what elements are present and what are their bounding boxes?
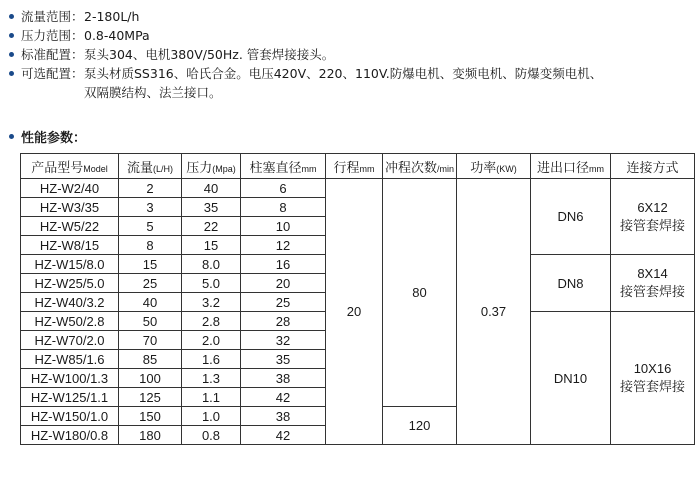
- cell-pressure: 1.1: [182, 388, 241, 407]
- cell-plunger: 6: [241, 179, 326, 198]
- spec-optional-config: [8, 64, 698, 83]
- cell-flow: 40: [119, 293, 182, 312]
- cell-port-dn6: DN6: [531, 179, 611, 255]
- cell-pressure: 5.0: [182, 274, 241, 293]
- header-pressure: 压力(Mpa): [182, 154, 241, 179]
- spec-flow-range: [8, 7, 698, 26]
- spec-value: 2-180L/h: [84, 9, 140, 24]
- cell-model: HZ-W125/1.1: [21, 388, 119, 407]
- cell-pressure: 35: [182, 198, 241, 217]
- cell-plunger: 38: [241, 369, 326, 388]
- cell-plunger: 42: [241, 426, 326, 445]
- header-model: 产品型号Model: [21, 154, 119, 179]
- cell-plunger: 28: [241, 312, 326, 331]
- cell-flow: 100: [119, 369, 182, 388]
- header-plunger: 柱塞直径mm: [241, 154, 326, 179]
- cell-plunger: 20: [241, 274, 326, 293]
- cell-connection-10x16: [611, 312, 695, 445]
- cell-model: HZ-W8/15: [21, 236, 119, 255]
- bullet-icon: [9, 14, 14, 19]
- cell-flow: 180: [119, 426, 182, 445]
- cell-plunger: 12: [241, 236, 326, 255]
- cell-plunger: 42: [241, 388, 326, 407]
- spec-value: 泵头304、电机380V/50Hz. 管套焊接接头。: [84, 47, 335, 62]
- connection-size: 6X12: [637, 199, 668, 215]
- cell-model: HZ-W15/8.0: [21, 255, 119, 274]
- spec-label: 可选配置：: [21, 66, 84, 81]
- cell-plunger: 16: [241, 255, 326, 274]
- spec-optional-config-continuation: 双隔膜结构、法兰接口。: [84, 85, 222, 100]
- performance-table: [20, 153, 695, 445]
- header-power: 功率(KW): [457, 154, 531, 179]
- cell-model: HZ-W100/1.3: [21, 369, 119, 388]
- connection-type: 接管套焊接: [619, 379, 685, 394]
- header-flow: 流量(L/H): [119, 154, 182, 179]
- table-header-row: [21, 154, 695, 179]
- spec-value: 泵头材质SS316、哈氏合金。电压420V、220、110V.防爆电机、变频电机、防爆变频电机、: [84, 66, 603, 81]
- cell-port-dn10: DN10: [531, 312, 611, 445]
- cell-pressure: 2.8: [182, 312, 241, 331]
- cell-flow: 5: [119, 217, 182, 236]
- connection-size: 10X16: [633, 361, 672, 376]
- performance-heading-text: 性能参数：: [21, 131, 87, 146]
- cell-model: HZ-W40/3.2: [21, 293, 119, 312]
- bullet-icon: [9, 33, 14, 38]
- spec-label: 流量范围：: [21, 9, 84, 24]
- spec-list: [8, 7, 698, 102]
- cell-model: HZ-W180/0.8: [21, 426, 119, 445]
- header-stroke: 行程mm: [326, 154, 383, 179]
- table-row: [21, 179, 695, 198]
- cell-model: HZ-W5/22: [21, 217, 119, 236]
- cell-pressure: 0.8: [182, 426, 241, 445]
- cell-pressure: 40: [182, 179, 241, 198]
- cell-flow: 150: [119, 407, 182, 426]
- cell-power: 0.37: [457, 179, 531, 445]
- cell-plunger: 8: [241, 198, 326, 217]
- spec-standard-config: [8, 45, 698, 64]
- cell-model: HZ-W150/1.0: [21, 407, 119, 426]
- cell-pressure: 22: [182, 217, 241, 236]
- header-port: 进出口径mm: [531, 154, 611, 179]
- cell-strokes-per-min: 80: [383, 179, 457, 407]
- performance-heading: [8, 127, 86, 146]
- cell-port-dn8: DN8: [531, 255, 611, 312]
- cell-model: HZ-W70/2.0: [21, 331, 119, 350]
- cell-model: HZ-W2/40: [21, 179, 119, 198]
- bullet-icon: [9, 52, 14, 57]
- bullet-icon: [9, 71, 14, 76]
- cell-connection-6x12: [611, 179, 695, 255]
- cell-flow: 25: [119, 274, 182, 293]
- bullet-icon: [9, 134, 14, 139]
- cell-connection-8x14: [611, 255, 695, 312]
- cell-stroke: 20: [326, 179, 383, 445]
- cell-pressure: 1.0: [182, 407, 241, 426]
- spec-value: 0.8-40MPa: [84, 28, 150, 43]
- header-strokes-per-min: 冲程次数/min: [383, 154, 457, 179]
- cell-plunger: 38: [241, 407, 326, 426]
- connection-size: 8X14: [637, 266, 668, 281]
- cell-flow: 2: [119, 179, 182, 198]
- cell-plunger: 25: [241, 293, 326, 312]
- cell-model: HZ-W3/35: [21, 198, 119, 217]
- connection-type: 接管套焊接: [619, 284, 685, 299]
- cell-flow: 125: [119, 388, 182, 407]
- spec-pressure-range: [8, 26, 698, 45]
- cell-pressure: 1.3: [182, 369, 241, 388]
- header-connection: 连接方式: [611, 154, 695, 179]
- cell-pressure: 2.0: [182, 331, 241, 350]
- connection-type: 接管套焊接: [619, 217, 685, 233]
- cell-model: HZ-W50/2.8: [21, 312, 119, 331]
- cell-strokes-per-min: 120: [383, 407, 457, 445]
- cell-flow: 8: [119, 236, 182, 255]
- cell-flow: 50: [119, 312, 182, 331]
- spec-label: 标准配置：: [21, 47, 84, 62]
- cell-flow: 3: [119, 198, 182, 217]
- cell-flow: 70: [119, 331, 182, 350]
- cell-pressure: 8.0: [182, 255, 241, 274]
- cell-model: HZ-W85/1.6: [21, 350, 119, 369]
- cell-plunger: 32: [241, 331, 326, 350]
- cell-model: HZ-W25/5.0: [21, 274, 119, 293]
- cell-pressure: 3.2: [182, 293, 241, 312]
- cell-flow: 15: [119, 255, 182, 274]
- cell-flow: 85: [119, 350, 182, 369]
- spec-label: 压力范围：: [21, 28, 84, 43]
- cell-pressure: 1.6: [182, 350, 241, 369]
- cell-pressure: 15: [182, 236, 241, 255]
- cell-plunger: 35: [241, 350, 326, 369]
- cell-plunger: 10: [241, 217, 326, 236]
